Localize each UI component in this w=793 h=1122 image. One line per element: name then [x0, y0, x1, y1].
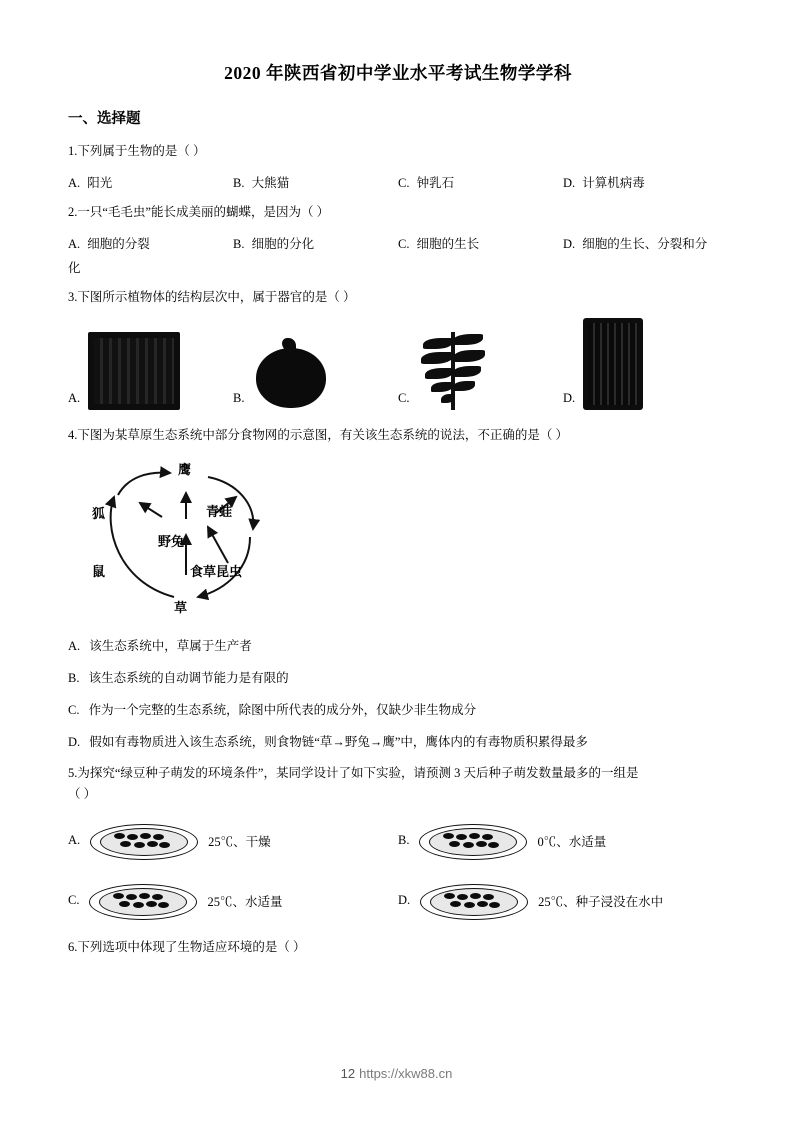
option-d-text: 假如有毒物质进入该生态系统，则食物链“草→野兔→鹰”中，鹰体内的有毒物质积累得最多: [89, 735, 588, 749]
option-c-label: C.: [398, 391, 410, 406]
option-d[interactable]: [563, 234, 728, 252]
option-d-text: 计算机病毒: [582, 175, 645, 190]
option-b-text: 细胞的分化: [251, 236, 315, 251]
question-4-choice-a[interactable]: [68, 636, 728, 656]
option-a[interactable]: [68, 173, 233, 191]
option-b-label: B.: [68, 671, 80, 685]
option-c[interactable]: [398, 234, 563, 252]
node-fox: 狐: [92, 506, 106, 521]
petri-dish-icon: [420, 878, 528, 924]
question-5-options-row-2: [68, 878, 728, 924]
node-frog: 青蛙: [206, 504, 233, 519]
question-4-choice-d[interactable]: [68, 732, 728, 752]
option-c-text: 钟乳石: [416, 175, 455, 190]
option-a-label: A.: [68, 391, 81, 406]
option-a-caption: 25℃、干燥: [208, 834, 271, 849]
option-a[interactable]: [68, 332, 233, 410]
option-b[interactable]: [233, 234, 398, 252]
node-mouse: 鼠: [92, 564, 106, 579]
stem-bundle-image: [583, 318, 643, 410]
option-c-text: 作为一个完整的生态系统，除图中所代表的成分外，仅缺少非生物成分: [88, 703, 477, 717]
node-eagle: 鹰: [178, 462, 192, 477]
option-b-label: B.: [233, 391, 245, 406]
option-c[interactable]: [68, 878, 398, 924]
food-web-diagram: [78, 457, 308, 622]
question-3-stem: 3.下图所示植物体的结构层次中，属于器官的是（ ）: [68, 289, 356, 304]
question-5-options-row-1: [68, 818, 728, 864]
option-c-label: C.: [68, 703, 80, 717]
node-herbivore-insect: 食草昆虫: [190, 564, 243, 579]
option-b[interactable]: [233, 173, 398, 191]
option-b-label: B.: [398, 833, 410, 847]
node-hare: 野兔: [158, 534, 185, 549]
option-b[interactable]: [233, 338, 398, 410]
question-2-options: [68, 234, 728, 252]
option-b-label: B.: [233, 175, 245, 190]
question-1-stem: 1.下列属于生物的是（ ）: [68, 144, 206, 158]
option-b-label: B.: [233, 236, 245, 251]
option-b-text: 该生态系统的自动调节能力是有限的: [88, 671, 289, 685]
option-a-text: 细胞的分裂: [87, 236, 150, 251]
watermark-text: https://xkw88.cn: [359, 1066, 453, 1081]
option-d[interactable]: [563, 318, 728, 410]
question-5-stem: 5.为探究“绿豆种子萌发的环境条件”，某同学设计了如下实验，请预测 3 天后种子萌发数量最多的一组是: [68, 766, 639, 780]
option-b-text: 大熊猫: [251, 175, 290, 190]
option-d-label: D.: [563, 175, 576, 190]
section-title: 一、选择题: [68, 111, 141, 127]
question-1-options: [68, 173, 728, 191]
option-c-caption: 25℃、水适量: [207, 894, 283, 909]
option-b[interactable]: [398, 818, 728, 864]
question-2-continuation: 化: [68, 260, 81, 275]
question-3-options: [68, 318, 728, 410]
option-a-label: A.: [68, 175, 81, 190]
option-d-text: 细胞的生长、分裂和分: [582, 236, 708, 251]
option-d-caption: 25℃、种子浸没在水中: [538, 894, 664, 909]
option-a-text: 该生态系统中，草属于生产者: [89, 639, 252, 653]
option-c-label: C.: [398, 175, 410, 190]
option-d-label: D.: [398, 893, 411, 907]
document-content: [68, 60, 728, 968]
option-a-label: A.: [68, 236, 81, 251]
node-grass: 草: [174, 600, 188, 615]
question-2-stem: 2.一只“毛毛虫”能长成美丽的蝴蝶，是因为（ ）: [68, 204, 330, 219]
option-a-label: A.: [68, 639, 81, 653]
option-a-label: A.: [68, 833, 81, 847]
question-4-stem: 4.下图为某草原生态系统中部分食物网的示意图，有关该生态系统的说法，不正确的是（ ）: [68, 428, 569, 443]
option-c-text: 细胞的生长: [416, 236, 480, 251]
petri-dish-icon: [89, 878, 197, 924]
question-6-stem: 6.下列选项中体现了生物适应环境的是（ ）: [68, 939, 306, 954]
question-5-stem-line2: （ ）: [68, 786, 97, 801]
leafy-plant-image: [417, 324, 491, 410]
question-4-choice-b[interactable]: [68, 668, 728, 688]
option-d-label: D.: [563, 391, 576, 406]
food-web-arrows: [78, 457, 308, 622]
option-a[interactable]: [68, 234, 233, 252]
option-c[interactable]: [398, 173, 563, 191]
option-d-label: D.: [563, 236, 576, 251]
option-a[interactable]: [68, 818, 398, 864]
option-d[interactable]: [398, 878, 728, 924]
option-d-label: D.: [68, 735, 81, 749]
option-c-label: C.: [68, 893, 80, 907]
option-b-caption: 0℃、水适量: [537, 834, 607, 849]
petri-dish-icon: [90, 818, 198, 864]
page-number: 12: [340, 1066, 356, 1081]
stem-cross-section-image: [88, 332, 180, 410]
tomato-fruit-image: [252, 338, 330, 410]
option-c-label: C.: [398, 236, 410, 251]
page-footer: [0, 1066, 793, 1081]
option-a-text: 阳光: [87, 175, 113, 190]
petri-dish-icon: [419, 818, 527, 864]
option-c[interactable]: [398, 324, 563, 410]
question-4-choice-c[interactable]: [68, 700, 728, 720]
option-d[interactable]: [563, 173, 728, 191]
page-title: 2020 年陕西省初中学业水平考试生物学学科: [224, 63, 572, 83]
